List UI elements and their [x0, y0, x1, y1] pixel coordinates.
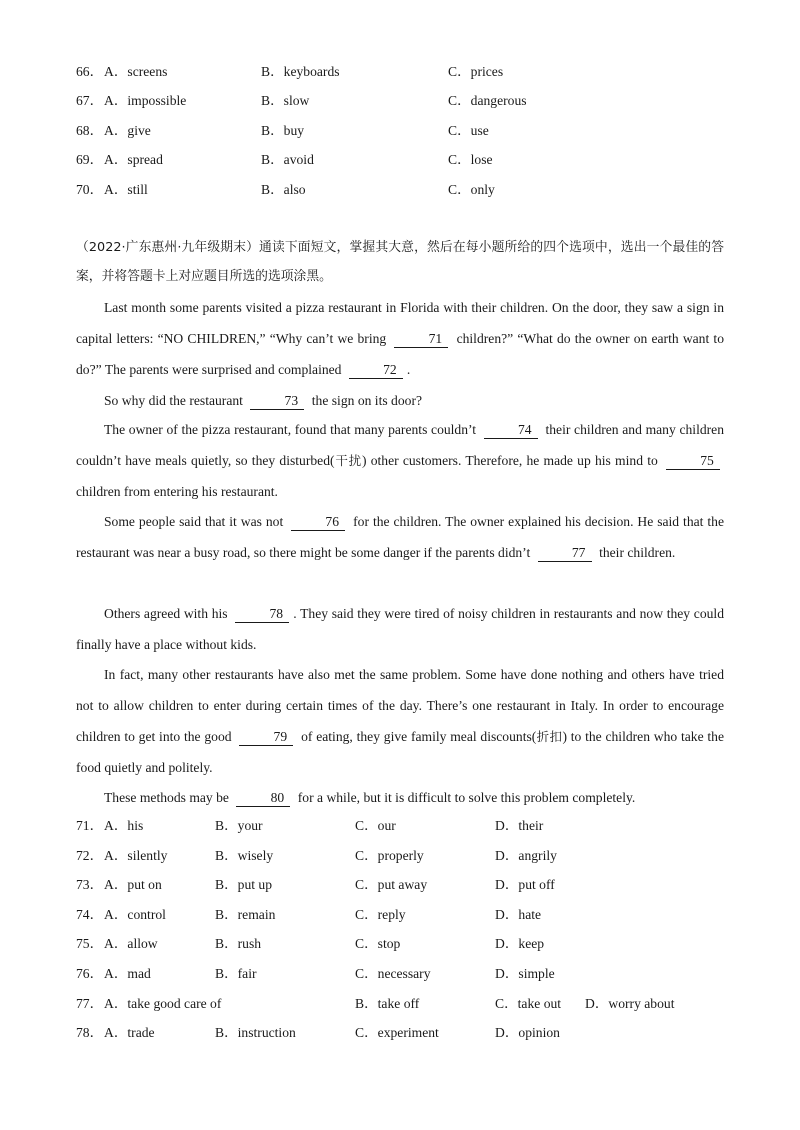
- question-number: 75．: [76, 936, 104, 951]
- question-number: 71．: [76, 818, 104, 833]
- passage-text: children from entering his restaurant.: [76, 484, 278, 499]
- passage-text: Last month some parents visited a pizza restaurant in Florida with their children. On the door, they saw a sign in capital letters: “NO CHILDREN,” “Why can’t we bring: [76, 300, 724, 346]
- question-number: 72．: [76, 848, 104, 863]
- passage-text: . They said they were tired of noisy children in restaurants and now they could finally have a place without kids.: [76, 606, 724, 652]
- question-number: 67．: [76, 93, 104, 108]
- passage-text: their children.: [599, 545, 676, 560]
- option-d: D．opinion: [495, 1025, 560, 1040]
- option-b: B．keyboards: [261, 64, 340, 79]
- question-number: 77．: [76, 996, 104, 1011]
- option-c: C．reply: [355, 907, 406, 922]
- option-a: A．control: [104, 907, 166, 922]
- passage-text: These methods may be: [104, 790, 229, 805]
- section-instruction: （2022·广东惠州·九年级期末）通读下面短文，掌握其大意，然后在每小题所给的四个选项中，选出一个最佳的答案，并将答题卡上对应题目所选的选项涂黑。: [76, 240, 724, 284]
- passage-text: Others agreed with his: [104, 606, 228, 621]
- option-d: D．keep: [495, 936, 545, 951]
- question-number: 66．: [76, 64, 104, 79]
- option-a: A．spread: [104, 152, 163, 167]
- option-a: A．allow: [104, 936, 158, 951]
- option-d: D．worry about: [585, 996, 675, 1011]
- option-a: A．give: [104, 123, 151, 138]
- passage-text: The owner of the pizza restaurant, found that many parents couldn’t: [104, 422, 477, 437]
- option-row-76: [76, 964, 736, 984]
- passage-text: for a while, but it is difficult to solve this problem completely.: [297, 790, 636, 805]
- option-b: B．also: [261, 182, 306, 197]
- option-c: C．take out: [495, 996, 562, 1011]
- question-number: 78．: [76, 1025, 104, 1040]
- option-a: A．impossible: [104, 93, 187, 108]
- passage-paragraph-5: [76, 598, 724, 660]
- blank-80: 80: [236, 790, 290, 807]
- question-number: 68．: [76, 123, 104, 138]
- passage-paragraph-3: [76, 414, 724, 507]
- option-b: B．instruction: [215, 1025, 296, 1040]
- option-d: D．their: [495, 818, 544, 833]
- passage-text: In fact, many other restaurants have also met the same problem. Some have done nothing and others have tried not to allow children to enter during certain times of the day. There’s one restaurant in Italy. In order to encourage children to get into the good: [76, 667, 724, 744]
- option-c: C．lose: [448, 152, 493, 167]
- option-a: A．trade: [104, 1025, 155, 1040]
- question-number: 70．: [76, 182, 104, 197]
- option-a: A．mad: [104, 966, 151, 981]
- blank-76: 76: [291, 514, 345, 531]
- blank-72: 72: [349, 362, 403, 379]
- option-b: B．slow: [261, 93, 310, 108]
- passage-paragraph-2: [76, 385, 724, 416]
- option-row-77: [76, 994, 736, 1014]
- option-c: C．prices: [448, 64, 504, 79]
- blank-73: 73: [250, 393, 304, 410]
- option-a: A．silently: [104, 848, 168, 863]
- passage-text: .: [406, 362, 411, 377]
- passage-paragraph-6: [76, 659, 724, 783]
- chinese-gloss: 干扰: [334, 453, 362, 468]
- question-number: 74．: [76, 907, 104, 922]
- option-d: D．hate: [495, 907, 542, 922]
- option-row-70: [76, 180, 736, 200]
- passage-text: for the children. The owner explained his decision. He said that the restaurant was near a busy road, so there might be some danger if the parents didn’t: [76, 514, 724, 560]
- option-c: C．our: [355, 818, 396, 833]
- option-c: C．necessary: [355, 966, 431, 981]
- question-number: 73．: [76, 877, 104, 892]
- option-row-73: [76, 875, 736, 895]
- passage-paragraph-1: [76, 292, 724, 385]
- option-b: B．remain: [215, 907, 276, 922]
- passage-text: Some people said that it was not: [104, 514, 284, 529]
- option-c: C．stop: [355, 936, 401, 951]
- option-d: D．put off: [495, 877, 555, 892]
- option-b: B．buy: [261, 123, 305, 138]
- passage-text: their children and many children couldn’t have meals quietly, so they disturbed(: [76, 422, 724, 468]
- passage-text: ) other customers. Therefore, he made up his mind to: [361, 453, 658, 468]
- blank-71: 71: [394, 331, 448, 348]
- passage-text: ) to the children who take the food quietly and politely.: [76, 729, 724, 775]
- option-b: B．put up: [215, 877, 273, 892]
- passage-paragraph-4: [76, 506, 724, 568]
- option-row-68: [76, 121, 736, 141]
- option-row-69: [76, 150, 736, 170]
- option-row-72: [76, 846, 736, 866]
- option-b: B．fair: [215, 966, 257, 981]
- option-a: A．his: [104, 818, 144, 833]
- question-number: 76．: [76, 966, 104, 981]
- option-b: B．rush: [215, 936, 262, 951]
- option-a: A．take good care of: [104, 996, 222, 1011]
- option-c: C．properly: [355, 848, 424, 863]
- option-row-74: [76, 905, 736, 925]
- option-c: C．put away: [355, 877, 428, 892]
- option-row-78: [76, 1023, 736, 1043]
- blank-78: 78: [235, 606, 289, 623]
- option-row-67: [76, 91, 736, 111]
- blank-77: 77: [538, 545, 592, 562]
- option-row-71: [76, 816, 736, 836]
- passage-text: the sign on its door?: [311, 393, 423, 408]
- option-c: C．use: [448, 123, 489, 138]
- option-c: C．dangerous: [448, 93, 527, 108]
- blank-79: 79: [239, 729, 293, 746]
- question-number: 69．: [76, 152, 104, 167]
- option-row-75: [76, 934, 736, 954]
- option-c: C．only: [448, 182, 495, 197]
- passage-text: So why did the restaurant: [104, 393, 243, 408]
- passage-text: children?” “What do the owner on earth want to do?” The parents were surprised and complained: [76, 331, 724, 377]
- option-b: B．avoid: [261, 152, 314, 167]
- blank-75: 75: [666, 453, 720, 470]
- chinese-gloss: 折扣: [536, 729, 563, 744]
- option-c: C．experiment: [355, 1025, 439, 1040]
- option-a: A．put on: [104, 877, 162, 892]
- option-a: A．still: [104, 182, 148, 197]
- passage-paragraph-7: [76, 782, 724, 813]
- option-b: B．wisely: [215, 848, 274, 863]
- passage-text: of eating, they give family meal discounts(: [301, 729, 537, 744]
- option-b: B．take off: [355, 996, 420, 1011]
- option-a: A．screens: [104, 64, 168, 79]
- option-d: D．simple: [495, 966, 555, 981]
- option-b: B．your: [215, 818, 263, 833]
- blank-74: 74: [484, 422, 538, 439]
- option-d: D．angrily: [495, 848, 557, 863]
- option-row-66: [76, 62, 736, 82]
